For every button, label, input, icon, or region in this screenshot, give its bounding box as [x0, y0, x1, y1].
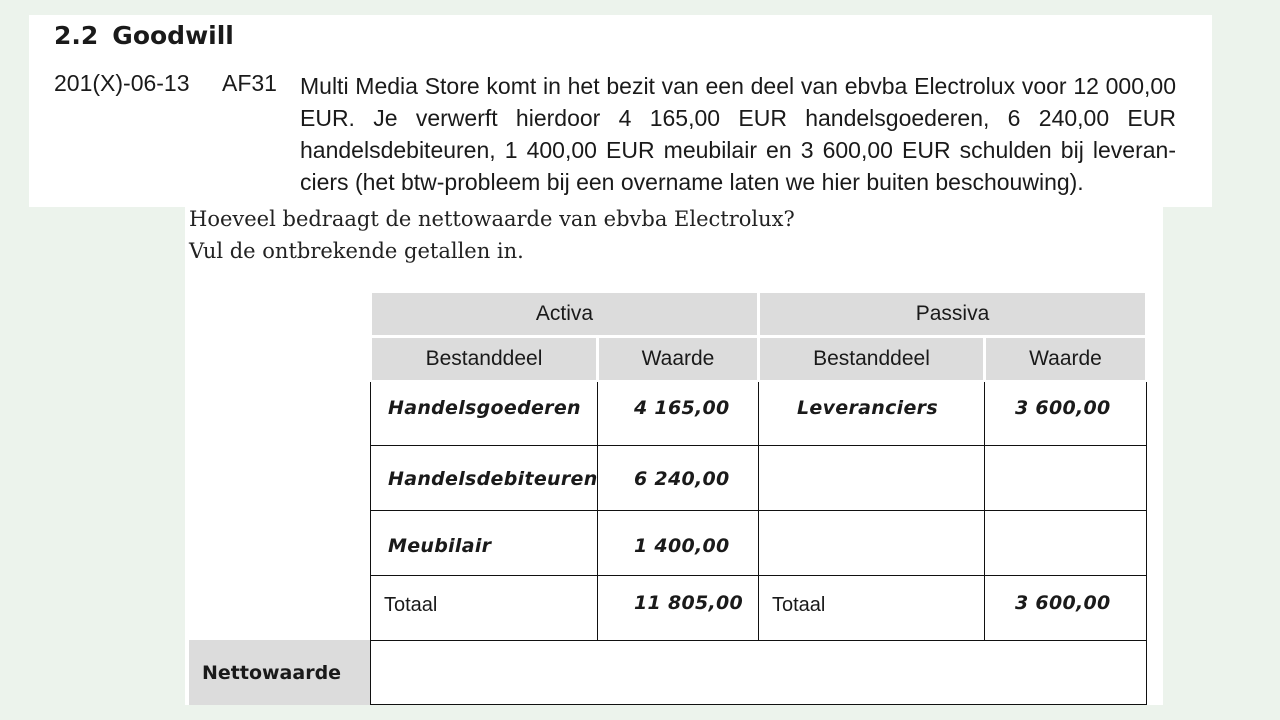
- grid-line: [597, 382, 598, 640]
- exercise-panel: [29, 15, 1212, 207]
- activa-value-cell: 1 400,00: [634, 535, 730, 557]
- total-label-passiva: Totaal: [772, 594, 826, 616]
- question-text: Hoeveel bedraagt de nettowaarde van ebvba Electrolux?: [189, 207, 795, 231]
- exercise-id: AF31: [222, 70, 277, 96]
- header-passiva-component: Bestanddeel: [760, 338, 983, 380]
- grid-line: [370, 510, 1147, 511]
- header-activa: Activa: [372, 293, 757, 335]
- grid-line: [370, 575, 1147, 576]
- section-title: Goodwill: [112, 21, 234, 50]
- grid-line: [1146, 382, 1147, 705]
- section-heading: [54, 21, 234, 50]
- instruction-text: Vul de ontbrekende getallen in.: [189, 239, 524, 263]
- total-value-activa: 11 805,00: [634, 592, 744, 614]
- activa-value-cell: 4 165,00: [634, 397, 730, 419]
- worksheet: [185, 207, 1163, 705]
- activa-component-cell: Handelsgoederen: [388, 397, 581, 419]
- netto-label: Nettowaarde: [189, 640, 370, 705]
- passiva-component-cell: Leveranciers: [797, 397, 938, 419]
- header-passiva: Passiva: [760, 293, 1145, 335]
- grid-line: [370, 640, 1147, 641]
- grid-line: [370, 382, 371, 705]
- passiva-value-cell: 3 600,00: [1015, 397, 1111, 419]
- activa-value-cell: 6 240,00: [634, 468, 730, 490]
- exercise-text: Multi Media Store komt in het bezit van een deel van ebvba Electrolux voor 12 000,00 EUR. Je verwerft hierdoor 4 165,00 EUR handelsgoederen, 6 240,00 EUR handelsdebiteuren, 1 400,00 EUR meubilair en 3 600,00 EUR schulden bij leveranciers (het btw-probleem bij een overname laten we hier buiten beschouwing).: [300, 73, 1176, 195]
- header-passiva-value: Waarde: [986, 338, 1145, 380]
- activa-component-cell: Meubilair: [388, 535, 492, 557]
- section-number: 2.2: [54, 21, 99, 50]
- grid-line: [370, 704, 1147, 705]
- header-activa-component: Bestanddeel: [372, 338, 596, 380]
- grid-line: [758, 382, 759, 640]
- grid-line: [984, 382, 985, 640]
- header-activa-value: Waarde: [599, 338, 757, 380]
- exercise-code: 201(X)-06-13: [54, 70, 190, 96]
- grid-line: [370, 445, 1147, 446]
- total-label-activa: Totaal: [384, 594, 438, 616]
- activa-component-cell: Handelsdebiteuren: [388, 468, 598, 490]
- total-value-passiva: 3 600,00: [1015, 592, 1111, 614]
